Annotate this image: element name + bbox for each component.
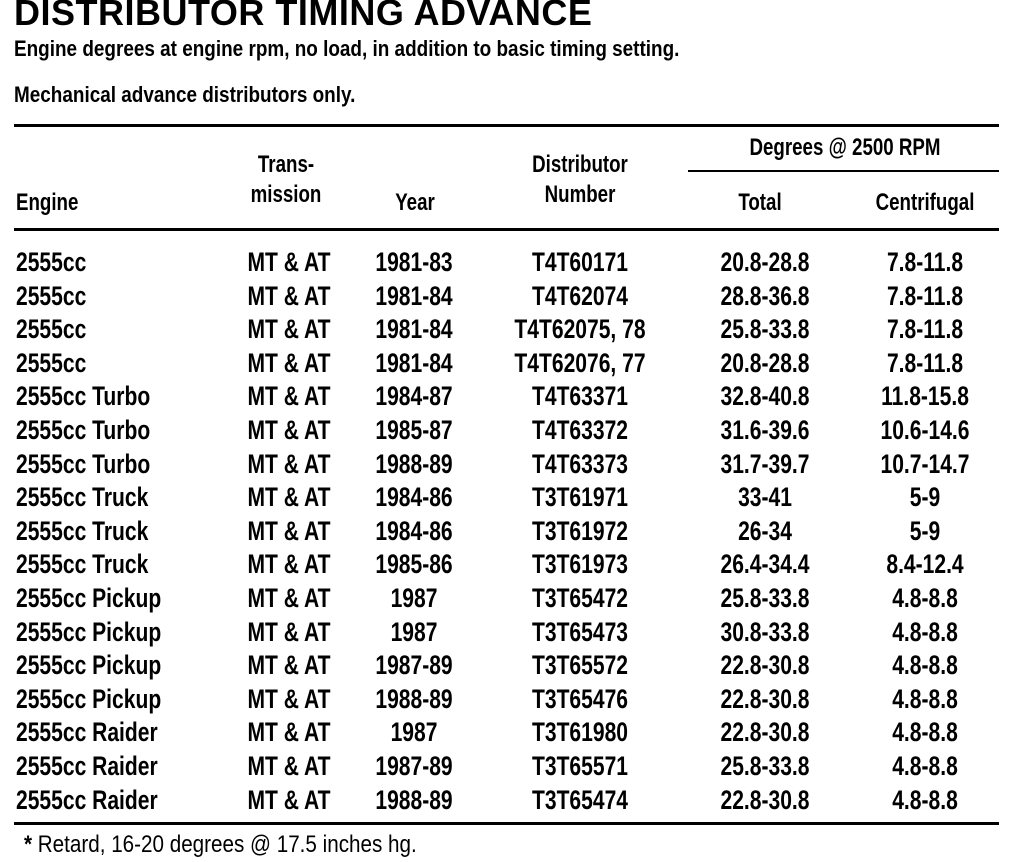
cell-engine: 2555cc [16,247,87,277]
cell-distributor: T3T65472 [531,582,629,613]
cell-total: 26-34 [738,515,792,546]
cell-engine: 2555cc Raider [16,784,158,815]
cell-engine: 2555cc Pickup [16,582,162,613]
table-row [0,380,1024,414]
cell-engine: 2555cc Pickup [16,616,162,647]
header-distributor-line-1: Distributor [532,151,628,178]
cell-year: 1988-89 [375,683,453,714]
cell-distributor: T3T61973 [531,549,629,580]
cell-transmission: MT & AT [247,347,331,378]
footnote-text: Retard, 16-20 degrees @ 17.5 inches hg. [32,831,417,858]
cell-centrifugal: 8.4-12.4 [886,549,964,580]
cell-total: 25.8-33.8 [720,750,810,781]
cell-centrifugal: 4.8-8.8 [892,750,958,781]
table-row [0,649,1024,683]
header-degrees-group: Degrees @ 2500 RPM [749,134,941,161]
cell-transmission: MT & AT [247,683,331,714]
cell-centrifugal: 5-9 [909,482,941,513]
cell-total: 28.8-36.8 [720,280,810,311]
cell-year: 1987-89 [375,750,453,781]
cell-centrifugal: 7.8-11.8 [886,280,964,311]
cell-transmission: MT & AT [247,381,331,412]
cell-transmission: MT & AT [247,414,331,445]
cell-distributor: T3T65571 [531,750,629,781]
cell-engine: 2555cc Pickup [16,650,162,681]
table-row [0,414,1024,448]
table-header-rule [14,228,999,231]
table-row [0,246,1024,280]
cell-distributor: T4T63373 [531,448,629,479]
cell-transmission: MT & AT [247,616,331,647]
header-engine: Engine [16,189,79,216]
table-row [0,481,1024,515]
cell-engine: 2555cc Truck [16,515,149,546]
cell-centrifugal: 10.6-14.6 [880,414,970,445]
table-row [0,784,1024,818]
table-row [0,548,1024,582]
header-total: Total [738,189,782,216]
cell-year: 1984-86 [375,482,453,513]
cell-year: 1984-86 [375,515,453,546]
cell-total: 33-41 [738,482,792,513]
cell-centrifugal: 5-9 [909,515,941,546]
cell-year: 1985-86 [375,549,453,580]
cell-centrifugal: 4.8-8.8 [892,717,958,748]
cell-engine: 2555cc Truck [16,549,149,580]
cell-transmission: MT & AT [247,280,331,311]
subtitle-engine-degrees: Engine degrees at engine rpm, no load, in addition to basic timing setting. [14,36,680,61]
table-row [0,683,1024,717]
cell-year: 1987 [390,717,438,748]
cell-total: 30.8-33.8 [720,616,810,647]
cell-distributor: T4T62074 [531,280,629,311]
cell-centrifugal: 4.8-8.8 [892,784,958,815]
cell-centrifugal: 7.8-11.8 [886,247,964,277]
cell-distributor: T3T65572 [531,650,629,681]
table-row [0,750,1024,784]
cell-year: 1981-84 [375,280,453,311]
cell-year: 1985-87 [375,414,453,445]
table-row [0,347,1024,381]
table-row [0,313,1024,347]
table-row [0,716,1024,750]
table-bottom-rule [14,822,999,825]
cell-total: 22.8-30.8 [720,650,810,681]
cell-transmission: MT & AT [247,549,331,580]
cell-engine: 2555cc Turbo [16,381,151,412]
cell-centrifugal: 4.8-8.8 [892,582,958,613]
cell-engine: 2555cc Truck [16,482,149,513]
cell-centrifugal: 10.7-14.7 [880,448,970,479]
cell-distributor: T4T63372 [531,414,629,445]
cell-total: 31.7-39.7 [720,448,810,479]
subtitle-mechanical-advance: Mechanical advance distributors only. [14,82,356,107]
cell-distributor: T3T61971 [531,482,629,513]
cell-total: 20.8-28.8 [720,347,810,378]
cell-engine: 2555cc [16,347,87,378]
cell-distributor: T3T65474 [531,784,629,815]
cell-total: 22.8-30.8 [720,683,810,714]
cell-distributor: T3T65476 [531,683,629,714]
cell-total: 25.8-33.8 [720,314,810,345]
degrees-group-rule [688,170,999,172]
cell-centrifugal: 4.8-8.8 [892,650,958,681]
table-row [0,515,1024,549]
cell-transmission: MT & AT [247,750,331,781]
cell-transmission: MT & AT [247,515,331,546]
cell-year: 1981-83 [375,247,453,277]
cell-distributor: T3T61980 [531,717,629,748]
table-row [0,582,1024,616]
header-transmission-line-2: mission [250,181,322,208]
cell-engine: 2555cc Raider [16,750,158,781]
cell-total: 20.8-28.8 [720,247,810,277]
cell-centrifugal: 7.8-11.8 [886,314,964,345]
cell-year: 1981-84 [375,314,453,345]
table-row [0,448,1024,482]
cell-total: 22.8-30.8 [720,717,810,748]
cell-year: 1981-84 [375,347,453,378]
cell-engine: 2555cc [16,280,87,311]
cell-year: 1987-89 [375,650,453,681]
cell-year: 1987 [390,616,438,647]
header-year: Year [395,189,435,216]
cell-transmission: MT & AT [247,650,331,681]
cell-year: 1984-87 [375,381,453,412]
cell-distributor: T3T61972 [531,515,629,546]
cell-centrifugal: 11.8-15.8 [881,381,969,412]
cell-year: 1988-89 [375,784,453,815]
cell-transmission: MT & AT [247,247,331,277]
cell-transmission: MT & AT [247,482,331,513]
table-row [0,280,1024,314]
cell-distributor: T3T65473 [531,616,629,647]
cell-transmission: MT & AT [247,448,331,479]
cell-distributor: T4T63371 [531,381,629,412]
cell-centrifugal: 4.8-8.8 [892,683,958,714]
cell-distributor: T4T60171 [531,247,629,277]
table-top-rule [14,124,999,127]
cell-distributor: T4T62076, 77 [514,347,646,378]
cell-total: 32.8-40.8 [720,381,810,412]
cell-distributor: T4T62075, 78 [514,314,646,345]
table-body [0,246,1024,817]
cell-engine: 2555cc Turbo [16,414,151,445]
header-distributor [518,150,643,210]
cell-total: 25.8-33.8 [720,582,810,613]
cell-total: 22.8-30.8 [720,784,810,815]
cell-year: 1988-89 [375,448,453,479]
header-centrifugal: Centrifugal [875,189,975,216]
header-transmission-line-1: Trans- [257,151,315,178]
footnote-asterisk: * [24,831,33,858]
footnote [24,830,417,860]
cell-total: 31.6-39.6 [720,414,810,445]
cell-year: 1987 [390,582,438,613]
cell-engine: 2555cc Raider [16,717,158,748]
cell-engine: 2555cc [16,314,87,345]
cell-transmission: MT & AT [247,314,331,345]
header-transmission [235,150,336,210]
cell-transmission: MT & AT [247,582,331,613]
header-distributor-line-2: Number [544,181,616,208]
page-title: DISTRIBUTOR TIMING ADVANCE [14,0,593,33]
cell-centrifugal: 4.8-8.8 [892,616,958,647]
cell-transmission: MT & AT [247,717,331,748]
cell-centrifugal: 7.8-11.8 [886,347,964,378]
cell-total: 26.4-34.4 [720,549,810,580]
cell-engine: 2555cc Pickup [16,683,162,714]
cell-transmission: MT & AT [247,784,331,815]
cell-engine: 2555cc Turbo [16,448,151,479]
table-row [0,616,1024,650]
